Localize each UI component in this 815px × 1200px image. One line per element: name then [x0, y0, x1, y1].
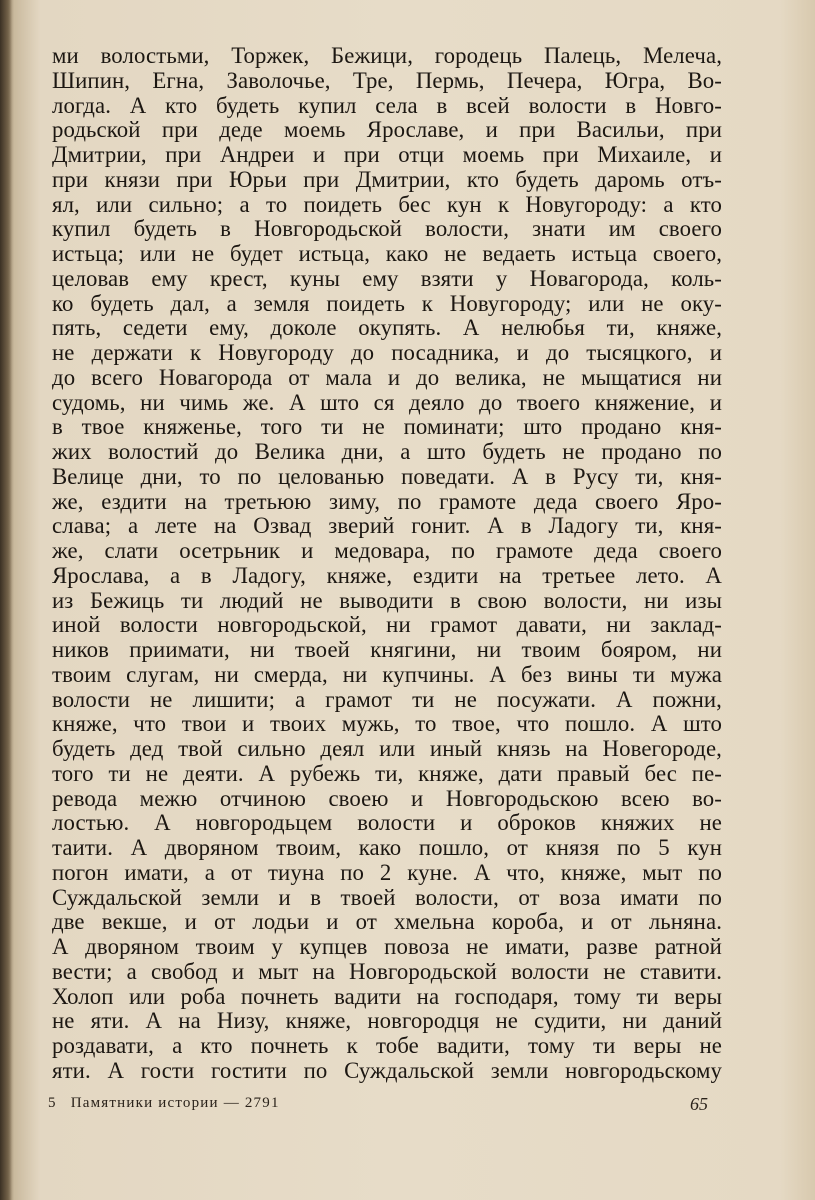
- text-line: волости не лишити; а грамот ти не посужати. А пожни,: [52, 686, 722, 712]
- text-line: лостью. А новгородьцем волости и оброков княжих не: [52, 810, 722, 836]
- text-line: твоим слугам, ни смерда, ни купчины. А без вины ти мужа: [52, 661, 722, 687]
- text-line: целовав ему крест, куны ему взяти у Новагорода, коль-: [52, 265, 722, 291]
- text-line: пять, седети ему, доколе окупять. А нелюбья ти, княже,: [52, 315, 722, 341]
- text-line: ко будеть дал, а земля поидеть к Новугороду; или не оку-: [52, 290, 722, 316]
- text-line: Холоп или роба почнеть вадити на господаря, тому ти веры: [52, 983, 722, 1009]
- text-line: ревода межю отчиною своею и Новгородьскою всею во-: [52, 785, 722, 811]
- text-line: родьской при деде моемь Ярославе, и при Васильи, при: [52, 117, 722, 143]
- text-line: Суждальской земли и в твоей волости, от воза имати по: [52, 884, 722, 910]
- book-gutter: [0, 0, 12, 1200]
- text-line: таити. А дворяном твоим, како пошло, от князя по 5 кун: [52, 835, 722, 860]
- text-line: слава; а лете на Озвад зверий гонит. А в Ладогу ти, кня-: [52, 513, 722, 539]
- text-line: ников приимати, ни твоей княгини, ни твоим бояром, ни: [52, 637, 722, 662]
- printer-signature: [48, 1095, 280, 1112]
- text-line: истьца; или не будет истьца, како не ведаеть истьца своего,: [52, 241, 722, 266]
- text-line: же, слати осетрьник и медовара, по грамоте деда своего: [52, 538, 722, 563]
- text-line: до всего Новагорода от мала и до велика, не мыщатися ни: [52, 364, 722, 390]
- text-line: княже, что твои и твоих мужь, то твое, что пошло. А што: [52, 711, 722, 737]
- body-text: [52, 44, 722, 1084]
- text-line: А дворяном твоим у купцев повоза не имати, разве ратной: [52, 934, 722, 959]
- text-line: будеть дед твой сильно деял или иный князь на Новегороде,: [52, 736, 722, 761]
- text-line: того ти не деяти. А рубежь ти, княже, дати правый бес пе-: [52, 760, 722, 786]
- text-line: при князи при Юрьи при Дмитрии, кто будеть даромь отъ-: [52, 166, 722, 192]
- text-line: роздавати, а кто почнеть к тобе вадити, тому ти веры не: [52, 1033, 722, 1058]
- text-line: две векше, и от лодьи и от хмельна короба, и от льняна.: [52, 909, 722, 935]
- text-line: погон имати, а от тиуна по 2 куне. А что, княже, мыт по: [52, 859, 722, 885]
- text-line: логда. А кто будеть купил села в всей волости в Новго-: [52, 92, 722, 118]
- text-line: купил будеть в Новгородьской волости, знати им своего: [52, 216, 722, 242]
- text-line: из Бежиць ти людий не выводити в свою волости, ни изы: [52, 587, 722, 613]
- signature-number: 5: [48, 1095, 57, 1111]
- text-line: яти. А гости гостити по Суждальской земли новгородьскому: [52, 1057, 722, 1083]
- text-line: судомь, ни чимь же. А што ся деяло до твоего княжение, и: [52, 389, 722, 415]
- page-number: 65: [690, 1094, 708, 1114]
- text-line: жих волостий до Велика дни, а што будеть не продано по: [52, 439, 722, 464]
- text-line: Шипин, Егна, Заволочье, Тре, Пермь, Печера, Югра, Во-: [52, 67, 722, 93]
- text-line: иной волости новгородьской, ни грамот давати, ни заклад-: [52, 612, 722, 638]
- text-line: ял, или сильно; а то поидеть бес кун к Новугороду: а кто: [52, 191, 722, 217]
- text-line: вести; а свобод и мыт на Новгородьской волости не ставити.: [52, 958, 722, 984]
- text-line: ми волостьми, Торжек, Бежици, городець Палець, Мелеча,: [52, 43, 722, 68]
- text-line: Велице дни, то по целованью поведати. А в Русу ти, кня-: [52, 463, 722, 489]
- text-line: Дмитрии, при Андреи и при отци моемь при Михаиле, и: [52, 142, 722, 167]
- text-line: не яти. А на Низу, княже, новгородця не судити, ни даний: [52, 1008, 722, 1034]
- text-line: же, ездити на третьюю зиму, по грамоте деда своего Яро-: [52, 488, 722, 514]
- text-line: в твое княженье, того ти не поминати; што продано кня-: [52, 414, 722, 440]
- text-line: не держати к Новугороду до посадника, и до тысяцкого, и: [52, 340, 722, 365]
- text-line: Ярослава, а в Ладогу, княже, ездити на третьее лето. А: [52, 562, 722, 588]
- signature-text: Памятники истории — 2791: [70, 1095, 280, 1111]
